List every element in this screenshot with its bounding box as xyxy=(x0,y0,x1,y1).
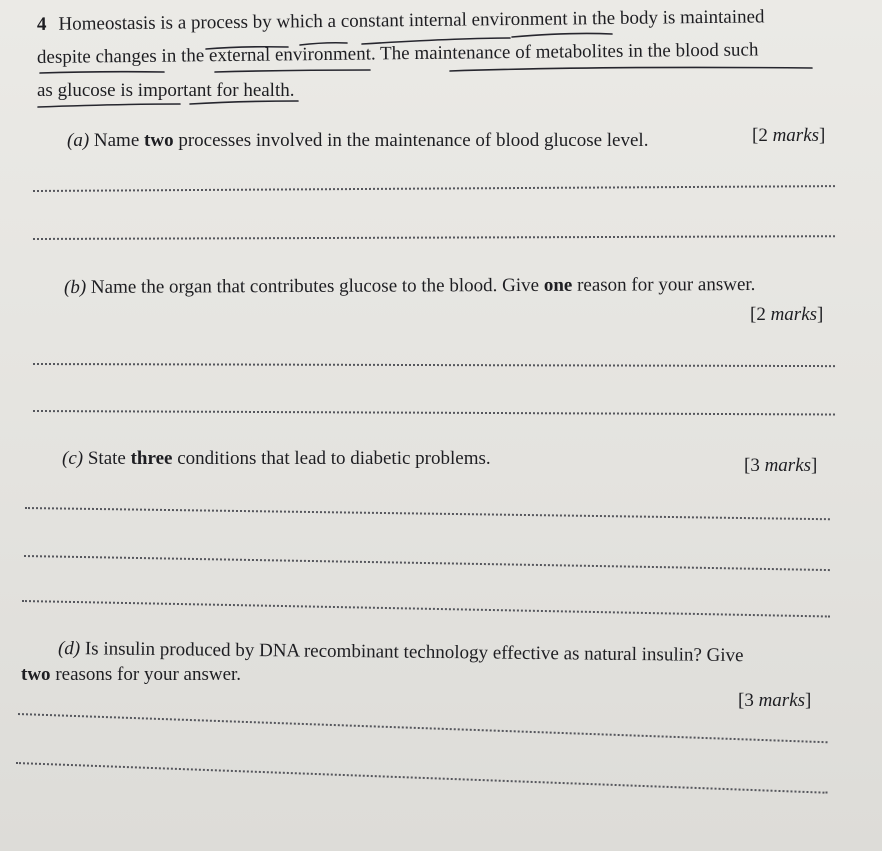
part-a-question: (a) Name two processes involved in the maintenance of blood glucose level. xyxy=(67,130,649,151)
part-d-marks: [3 marks] xyxy=(738,690,812,711)
question-stem-line-3: as glucose is important for health. xyxy=(37,80,295,101)
part-b-marks: [2 marks] xyxy=(750,304,824,325)
question-stem-line-2: despite changes in the external environment. The maintenance of metabolites in the blood such xyxy=(36,39,759,68)
part-c-question: (c) State three conditions that lead to diabetic problems. xyxy=(62,448,491,469)
part-b-question: (b) Name the organ that contributes glucose to the blood. Give one reason for your answer. xyxy=(63,273,756,298)
part-a-marks: [2 marks] xyxy=(752,125,826,146)
underline-which xyxy=(300,43,347,45)
underline-environment xyxy=(512,33,612,37)
underline-external-environment xyxy=(215,70,370,72)
question-number: 4 xyxy=(36,13,47,35)
stem-text-1: Homeostasis is a process by which a constant internal environment in the body is maintained xyxy=(58,6,765,35)
underline-constant-internal xyxy=(362,38,510,44)
part-d-question-line-1: (d) Is insulin produced by DNA recombinant technology effective as natural insulin? Give xyxy=(57,638,744,667)
underline-important-for-health xyxy=(190,101,298,104)
part-d-question-line-2: two reasons for your answer. xyxy=(21,664,242,685)
underline-glucose xyxy=(38,104,180,107)
underline-maintenance xyxy=(450,67,812,71)
underline-despite-changes xyxy=(40,72,164,73)
part-c-marks: [3 marks] xyxy=(744,455,818,476)
underline-process xyxy=(206,47,288,49)
